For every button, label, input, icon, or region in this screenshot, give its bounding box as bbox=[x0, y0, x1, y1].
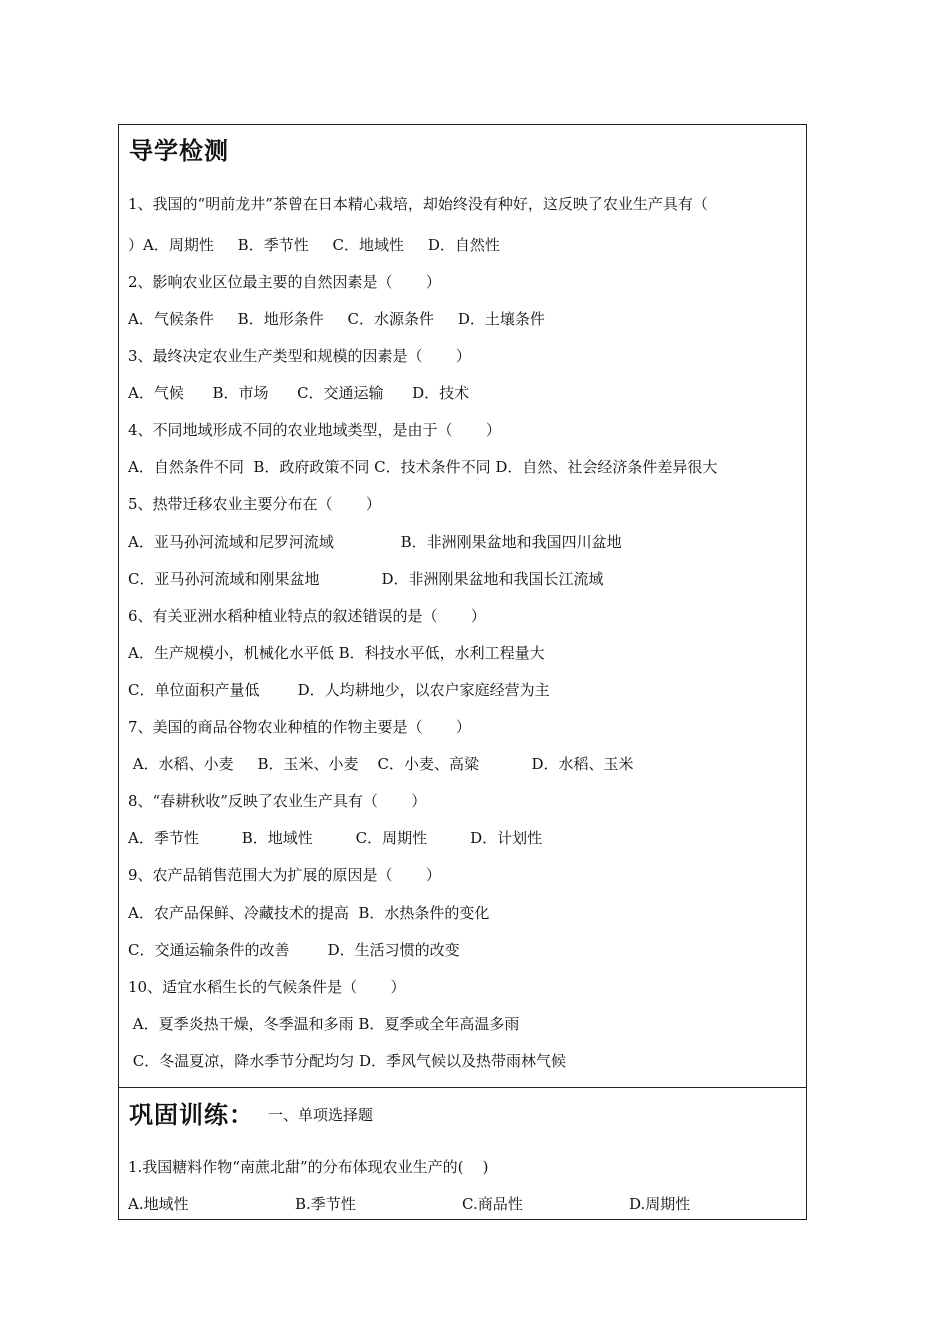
practice-question-1: 1.我国糖料作物“南蔗北甜”的分布体现农业生产的( ) bbox=[128, 1158, 489, 1176]
option-b: B.季节性 bbox=[295, 1195, 356, 1213]
question-6-options-cd: C．单位面积产量低 D．人均耕地少，以农户家庭经营为主 bbox=[128, 681, 550, 699]
question-2: 2、影响农业区位最主要的自然因素是（ ） bbox=[128, 273, 441, 291]
question-3-options: A．气候 B．市场 C．交通运输 D．技术 bbox=[128, 384, 470, 402]
section-title bbox=[129, 1101, 373, 1129]
question-9: 9、农产品销售范围大为扩展的原因是（ ） bbox=[128, 866, 441, 884]
question-9-options-cd: C．交通运输条件的改善 D．生活习惯的改变 bbox=[128, 941, 460, 959]
question-6-options-ab: A．生产规模小，机械化水平低 B．科技水平低，水利工程量大 bbox=[128, 644, 545, 662]
question-2-options: A．气候条件 B．地形条件 C．水源条件 D．土壤条件 bbox=[128, 310, 545, 328]
option-c: C.商品性 bbox=[462, 1195, 523, 1213]
question-4-options: A．自然条件不同 B．政府政策不同 C．技术条件不同 D．自然、社会经济条件差异很大 bbox=[128, 458, 718, 476]
question-8: 8、“春耕秋收”反映了农业生产具有（ ） bbox=[128, 792, 427, 810]
question-9-options-ab: A．农产品保鲜、冷藏技术的提高 B．水热条件的变化 bbox=[128, 904, 490, 922]
worksheet-frame bbox=[118, 124, 807, 1220]
option-a: A.地域性 bbox=[128, 1195, 189, 1213]
practice-section bbox=[119, 1088, 806, 1221]
guided-test-section bbox=[119, 125, 806, 1088]
question-6: 6、有关亚洲水稻种植业特点的叙述错误的是（ ） bbox=[128, 607, 486, 625]
question-5-options-ab: A．亚马孙河流域和尼罗河流域 B．非洲刚果盆地和我国四川盆地 bbox=[128, 533, 622, 551]
section-subtitle: 一、单项选择题 bbox=[268, 1106, 374, 1124]
question-1-options: ）A．周期性 B．季节性 C．地域性 D．自然性 bbox=[128, 236, 500, 254]
question-5: 5、热带迁移农业主要分布在（ ） bbox=[128, 495, 381, 513]
question-4: 4、不同地域形成不同的农业地域类型，是由于（ ） bbox=[128, 421, 501, 439]
section-title-text: 巩固训练： bbox=[129, 1101, 254, 1129]
question-8-options: A．季节性 B．地域性 C．周期性 D．计划性 bbox=[128, 829, 543, 847]
question-5-options-cd: C．亚马孙河流域和刚果盆地 D．非洲刚果盆地和我国长江流域 bbox=[128, 570, 604, 588]
question-7: 7、美国的商品谷物农业种植的作物主要是（ ） bbox=[128, 718, 471, 736]
question-7-options: A．水稻、小麦 B．玉米、小麦 C．小麦、高粱 D．水稻、玉米 bbox=[128, 755, 634, 773]
option-d: D.周期性 bbox=[629, 1195, 691, 1213]
section-title: 导学检测 bbox=[129, 137, 229, 165]
question-3: 3、最终决定农业生产类型和规模的因素是（ ） bbox=[128, 347, 471, 365]
question-10: 10、适宜水稻生长的气候条件是（ ） bbox=[128, 978, 406, 996]
question-10-options-cd: C．冬温夏凉，降水季节分配均匀 D．季风气候以及热带雨林气候 bbox=[128, 1052, 567, 1070]
question-1: 1、我国的“明前龙井”茶曾在日本精心栽培，却始终没有种好，这反映了农业生产具有（ bbox=[128, 195, 708, 213]
question-10-options-ab: A．夏季炎热干燥，冬季温和多雨 B．夏季或全年高温多雨 bbox=[128, 1015, 520, 1033]
